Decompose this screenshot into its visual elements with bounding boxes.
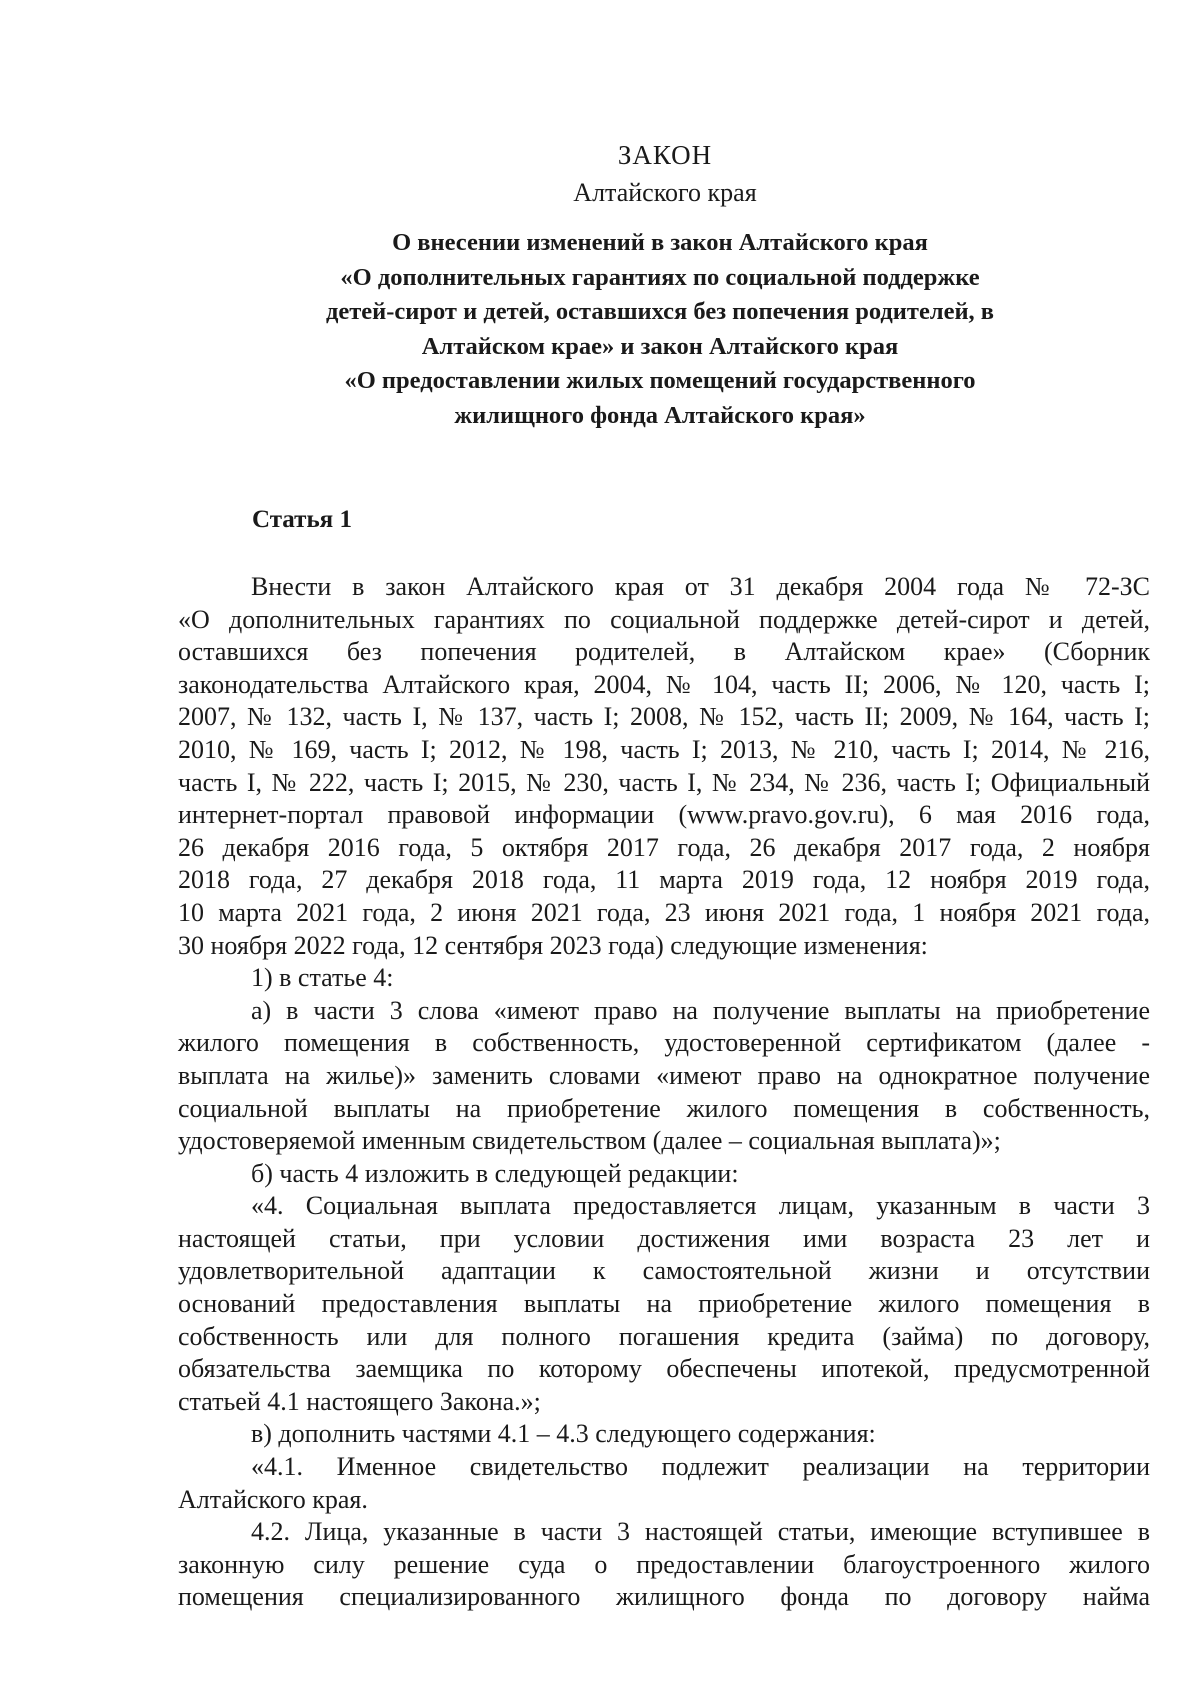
document-type-heading: ЗАКОН [617, 140, 713, 170]
body-line: б) часть 4 изложить в следующей редакции: [251, 1158, 739, 1188]
body-line: помещения специализированного жилищного фонда по договору найма [178, 1582, 1150, 1612]
body-line: 1) в статье 4: [251, 963, 394, 993]
body-line: 26 декабря 2016 года, 5 октября 2017 года, 26 декабря 2017 года, 2 ноября [178, 832, 1150, 862]
body-line: часть I, № 222, часть I; 2015, № 230, часть I, № 234, № 236, часть I; Официальный [178, 767, 1150, 797]
body-line: «О дополнительных гарантиях по социальной поддержке детей-сирот и детей, [178, 604, 1150, 634]
issuing-region: Алтайского края [573, 178, 757, 207]
body-line: удостоверяемой именным свидетельством (далее – социальная выплата)»; [178, 1126, 1001, 1156]
body-line: социальной выплаты на приобретение жилого помещения в собственность, [178, 1093, 1150, 1123]
body-line: «4.1. Именное свидетельство подлежит реализации на территории [251, 1452, 1150, 1482]
body-line: Алтайского края. [178, 1484, 368, 1514]
body-line: законную силу решение суда о предоставлении благоустроенного жилого [178, 1549, 1150, 1579]
law-title-line: жилищного фонда Алтайского края» [454, 401, 866, 429]
law-title-line: Алтайском крае» и закон Алтайского края [421, 332, 899, 360]
body-line: оснований предоставления выплаты на приобретение жилого помещения в [178, 1289, 1150, 1319]
body-line: статьей 4.1 настоящего Закона.»; [178, 1386, 541, 1416]
body-line: обязательства заемщика по которому обеспечены ипотекой, предусмотренной [178, 1354, 1150, 1384]
body-line: 2007, № 132, часть I, № 137, часть I; 2008, № 152, часть II; 2009, № 164, часть I; [178, 702, 1150, 732]
law-title-line: «О предоставлении жилых помещений государственного [344, 367, 976, 394]
body-line: Внести в закон Алтайского края от 31 декабря 2004 года № 72-ЗС [251, 572, 1150, 601]
law-title-line: детей-сирот и детей, оставшихся без попечения родителей, в [325, 298, 995, 325]
law-title-line: О внесении изменений в закон Алтайского края [392, 229, 928, 256]
body-line: оставшихся без попечения родителей, в Алтайском крае» (Сборник [178, 637, 1150, 667]
body-line: собственность или для полного погашения кредита (займа) по договору, [178, 1321, 1150, 1351]
body-line: жилого помещения в собственность, удостоверенной сертификатом (далее - [178, 1028, 1150, 1058]
body-line: выплата на жилье)» заменить словами «имеют право на однократное получение [178, 1060, 1150, 1090]
body-line: 2010, № 169, часть I; 2012, № 198, часть I; 2013, № 210, часть I; 2014, № 216, [178, 734, 1150, 764]
law-title-line: «О дополнительных гарантиях по социальной поддержке [340, 263, 980, 291]
body-line: а) в части 3 слова «имеют право на получение выплаты на приобретение [251, 995, 1150, 1025]
body-line: 30 ноября 2022 года, 12 сентября 2023 года) следующие изменения: [178, 930, 928, 960]
body-line: «4. Социальная выплата предоставляется лицам, указанным в части 3 [251, 1191, 1150, 1221]
body-line: интернет-портал правовой информации (www.pravo.gov.ru), 6 мая 2016 года, [178, 800, 1150, 830]
article-body [178, 571, 1150, 1614]
body-line: 4.2. Лица, указанные в части 3 настоящей статьи, имеющие вступившее в [251, 1517, 1150, 1547]
article-heading: Статья 1 [252, 506, 352, 533]
body-line: в) дополнить частями 4.1 – 4.3 следующего содержания: [251, 1419, 876, 1449]
body-line: 10 марта 2021 года, 2 июня 2021 года, 23 июня 2021 года, 1 ноября 2021 года, [178, 897, 1150, 927]
law-title [240, 226, 1080, 433]
body-line: 2018 года, 27 декабря 2018 года, 11 марта 2019 года, 12 ноября 2019 года, [178, 865, 1150, 895]
body-line: настоящей статьи, при условии достижения ими возраста 23 лет и [178, 1223, 1150, 1253]
body-line: законодательства Алтайского края, 2004, № 104, часть II; 2006, № 120, часть I; [178, 669, 1150, 699]
body-line: удовлетворительной адаптации к самостоятельной жизни и отсутствии [178, 1256, 1150, 1286]
